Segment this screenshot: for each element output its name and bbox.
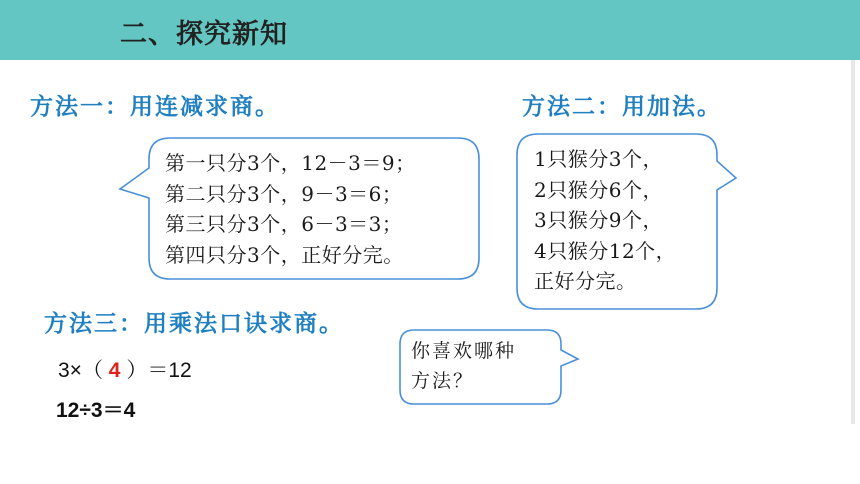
question-line: 你喜欢哪种 bbox=[411, 340, 517, 362]
method-two-line: 3只猴分9个， bbox=[534, 208, 663, 232]
division-equation: 12÷3＝4 bbox=[56, 399, 136, 422]
method-two-line: 正好分完。 bbox=[534, 269, 637, 293]
method-two-heading: 方法二：用加法。 bbox=[522, 93, 722, 120]
equation-answer: 4 bbox=[108, 359, 121, 382]
method-one-bubble-text bbox=[165, 148, 416, 270]
section-title: 二、探究新知 bbox=[120, 19, 288, 50]
method-one-line: 第二只分3个，9－3＝6； bbox=[165, 181, 403, 206]
method-two-line: 1只猴分3个， bbox=[534, 147, 663, 171]
method-one-line: 第四只分3个，正好分完。 bbox=[165, 242, 404, 267]
multiplication-equation bbox=[58, 354, 192, 384]
method-two-line: 2只猴分6个， bbox=[534, 177, 663, 202]
method-one-line: 第三只分3个，6－3＝3； bbox=[165, 212, 403, 236]
equation-left: 3×（ bbox=[58, 359, 103, 382]
method-one-line: 第一只分3个，12－3＝9； bbox=[165, 151, 416, 175]
question-line: 方法？ bbox=[411, 370, 475, 392]
method-two-bubble-text bbox=[534, 144, 676, 297]
question-bubble-text bbox=[411, 336, 516, 396]
method-one-heading: 方法一：用连减求商。 bbox=[30, 93, 280, 120]
method-two-line: 4只猴分12个， bbox=[534, 238, 677, 263]
method-three-heading: 方法三：用乘法口诀求商。 bbox=[44, 310, 344, 337]
equation-right: ）＝12 bbox=[126, 359, 192, 382]
